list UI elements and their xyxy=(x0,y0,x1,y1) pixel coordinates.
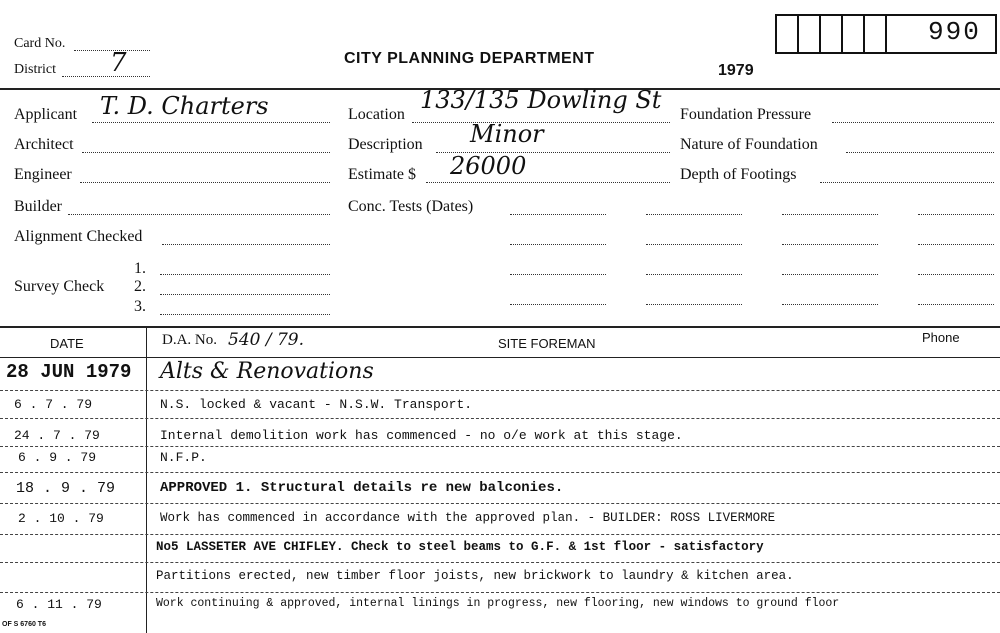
row-entry: Partitions erected, new timber floor joists, new brickwork to laundry & kitchen area. xyxy=(156,569,794,583)
row-entry: No5 LASSETER AVE CHIFLEY. Check to steel beams to G.F. & 1st floor - satisfactory xyxy=(156,540,764,554)
row-entry: N.S. locked & vacant - N.S.W. Transport. xyxy=(160,397,473,412)
row-date: 6 . 7 . 79 xyxy=(14,397,93,412)
row-date: 24 . 7 . 79 xyxy=(14,428,100,443)
card-no-label: Card No. xyxy=(14,36,66,51)
row-entry: Work continuing & approved, internal linings in progress, new flooring, new windows to ground floor xyxy=(156,597,840,610)
department-title: CITY PLANNING DEPARTMENT xyxy=(344,50,595,67)
estimate-label: Estimate $ xyxy=(348,166,416,183)
architect-label: Architect xyxy=(14,136,74,153)
description-label: Description xyxy=(348,136,423,153)
site-foreman-label: SITE FOREMAN xyxy=(498,336,596,351)
applicant-value: T. D. Charters xyxy=(100,92,269,120)
district-label: District xyxy=(14,62,56,77)
depth-of-footings-label: Depth of Footings xyxy=(680,166,797,183)
row-date: 2 . 10 . 79 xyxy=(18,511,104,526)
location-label: Location xyxy=(348,106,405,123)
location-value: 133/135 Dowling St xyxy=(420,86,662,114)
nature-of-foundation-label: Nature of Foundation xyxy=(680,136,818,153)
district-value: 7 xyxy=(110,48,127,78)
alignment-label: Alignment Checked xyxy=(14,228,143,245)
row-date: 6 . 11 . 79 xyxy=(16,597,102,612)
row-entry: Alts & Renovations xyxy=(160,359,374,384)
row-date: 6 . 9 . 79 xyxy=(18,450,97,465)
row-entry: Internal demolition work has commenced - no o/e work at this stage. xyxy=(160,428,683,443)
conc-tests-label: Conc. Tests (Dates) xyxy=(348,198,474,215)
phone-label: Phone xyxy=(922,330,960,345)
da-no-label: D.A. No. xyxy=(162,332,217,348)
da-no-value: 540 / 79. xyxy=(228,330,305,350)
form-code: OF S 6760 T6 xyxy=(2,621,46,628)
row-date: 18 . 9 . 79 xyxy=(16,480,116,497)
survey-1-label: 1. xyxy=(134,260,146,277)
row-date: 28 JUN 1979 xyxy=(6,361,132,383)
row-entry: N.F.P. xyxy=(160,450,207,465)
card-number: 990 xyxy=(928,17,981,47)
survey-3-label: 3. xyxy=(134,298,146,315)
date-header: DATE xyxy=(50,336,84,351)
survey-2-label: 2. xyxy=(134,278,146,295)
foundation-pressure-label: Foundation Pressure xyxy=(680,106,812,123)
applicant-label: Applicant xyxy=(14,106,78,123)
survey-check-label: Survey Check xyxy=(14,278,105,295)
row-entry: Work has commenced in accordance with the approved plan. - BUILDER: ROSS LIVERMORE xyxy=(160,511,776,525)
year-label: 1979 xyxy=(718,62,754,79)
row-entry: APPROVED 1. Structural details re new balconies. xyxy=(160,480,564,496)
description-value: Minor xyxy=(470,120,544,148)
estimate-value: 26000 xyxy=(450,152,527,180)
engineer-label: Engineer xyxy=(14,166,72,183)
builder-label: Builder xyxy=(14,198,62,215)
